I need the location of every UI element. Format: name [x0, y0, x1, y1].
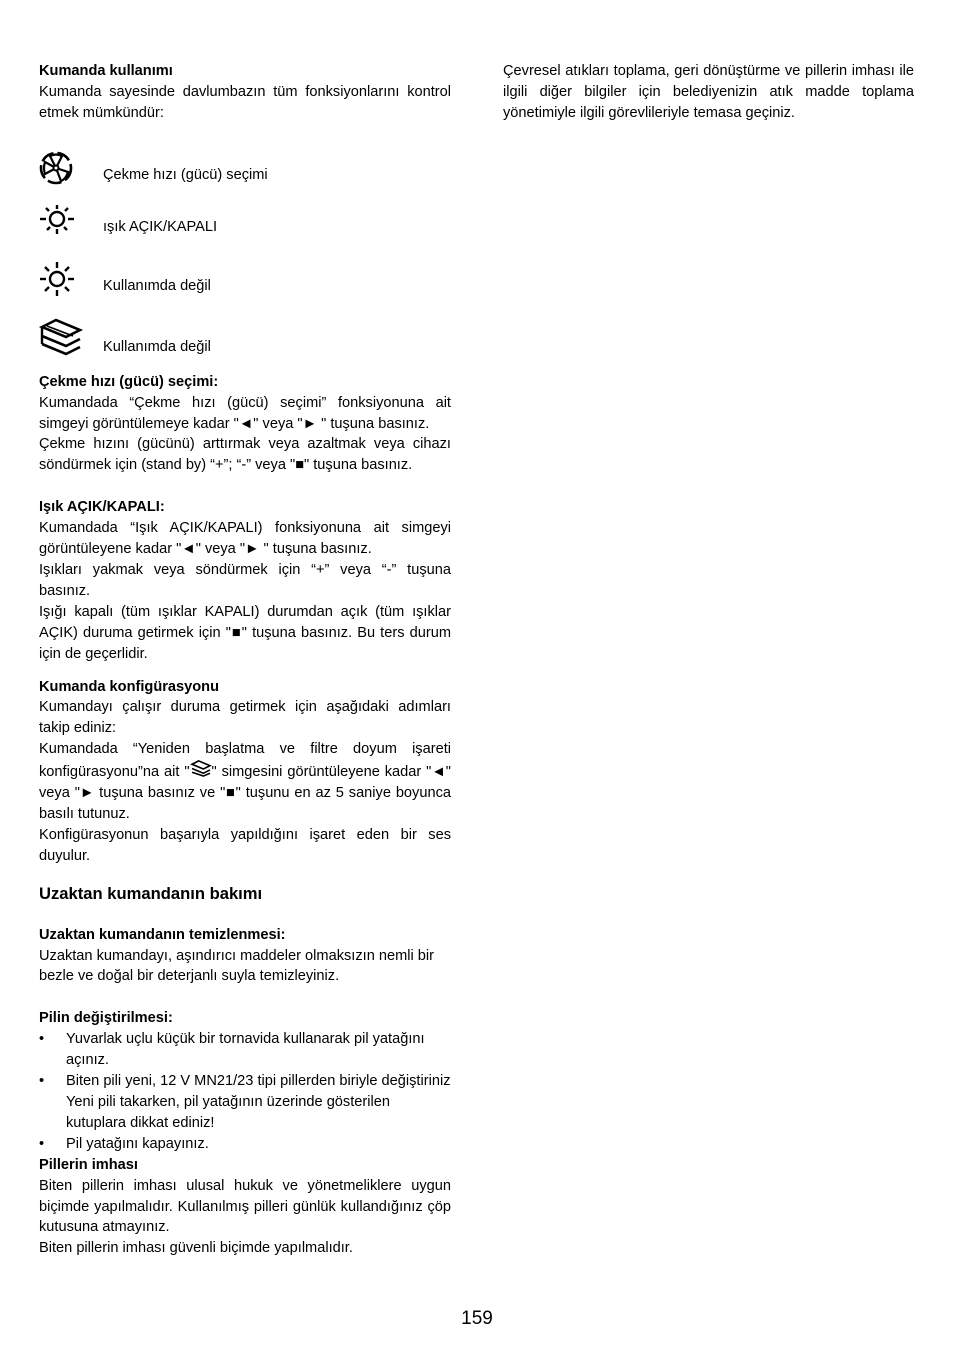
right-column — [503, 61, 914, 124]
config-paragraph-3: Konfigürasyonun başarıyla yapıldığını işaret eden bir ses duyulur. — [39, 826, 451, 864]
list-item: • Pil yatağını kapayınız. — [39, 1134, 451, 1155]
speed-paragraph-1: Kumandada “Çekme hızı (gücü) seçimi” fonksiyonuna ait simgeyi görüntülemeye kadar "◄" veya "► " tuşuna basınız. — [39, 394, 451, 432]
config-paragraph-1: Kumandayı çalışır duruma getirmek için aşağıdaki adımları takip ediniz: — [39, 699, 451, 737]
config-paragraph-2: Kumandada “Yeniden başlatma ve filtre doyum işareti konfigürasyonu”na ait " " simgesini görüntüleyene kadar "◄" veya "► tuşuna basınız ve "■" tuşunu en az 5 saniye boyunca basılı tutunuz. — [39, 741, 451, 822]
list-item: • Biten pili yeni, 12 V MN21/23 tipi pillerden biriyle değiştiriniz Yeni pili takarken, pil yatağının üzerinde gösterilen kutuplara dikkat ediniz! — [39, 1071, 451, 1134]
page-number: 159 — [461, 1308, 493, 1329]
light-paragraph-2: Işıkları yakmak veya söndürmek için “+” veya “-” tuşuna basınız. — [39, 561, 451, 599]
disposal-title: Pillerin imhası — [39, 1156, 138, 1173]
speed-title: Çekme hızı (gücü) seçimi: — [39, 373, 219, 390]
icon-label-light: ışık AÇIK/KAPALI — [103, 218, 218, 235]
icon-label-not-used-1: Kullanımda değil — [103, 277, 211, 294]
cleaning-text: Uzaktan kumandayı, aşındırıcı maddeler olmaksızın nemli bir bezle ve doğal bir deterjanlı suyla temizleyiniz. — [39, 947, 435, 985]
filter-icon — [39, 318, 103, 358]
battery-note: Yeni pili takarken, pil yatağının üzerinde gösterilen kutuplara dikkat ediniz! — [66, 1094, 390, 1131]
speed-paragraph-2: Çekme hızını (gücünü) arttırmak veya azaltmak veya cihazı söndürmek için (stand by) “+”; “-” veya "■" tuşuna basınız. — [39, 436, 451, 474]
battery-title: Pilin değiştirilmesi: — [39, 1010, 173, 1027]
remote-use-text: Kumanda sayesinde davlumbazın tüm fonksiyonlarını kontrol etmek mümkündür: — [39, 83, 451, 121]
light-paragraph-1: Kumandada “Işık AÇIK/KAPALI) fonksiyonuna ait simgeyi görüntüleyene kadar "◄" veya "► " tuşuna basınız. — [39, 520, 451, 558]
environment-text: Çevresel atıkları toplama, geri dönüştürme ve pillerin imhası ile ilgili diğer bilgiler için belediyenizin atık madde toplama yönetimiyle ilgili görevlileriyle temasa geçiniz. — [503, 63, 914, 121]
icon-label-fan: Çekme hızı (gücü) seçimi — [103, 166, 268, 183]
icon-row-light-2 — [39, 258, 451, 297]
config-title: Kumanda konfigürasyonu — [39, 678, 220, 695]
disposal-paragraph-2: Biten pillerin imhası güvenli biçimde yapılmalıdır. — [39, 1240, 353, 1257]
light-icon — [39, 261, 103, 297]
icon-row-light-1 — [39, 199, 451, 238]
list-item: • Yuvarlak uçlu küçük bir tornavida kullanarak pil yatağını açınız. — [39, 1029, 451, 1071]
disposal-paragraph-1: Biten pillerin imhası ulusal hukuk ve yönetmeliklere uygun biçimde yapılmalıdır. Kullanılmış pilleri günlük kullandığınız çöp kutusuna atmayınız. — [39, 1177, 451, 1236]
battery-list — [39, 1029, 451, 1154]
left-column — [39, 61, 451, 1259]
icon-row-fan — [39, 146, 451, 186]
fan-icon — [39, 150, 103, 186]
cleaning-title: Uzaktan kumandanın temizlenmesi: — [39, 926, 286, 943]
light-icon — [39, 204, 103, 238]
icon-label-not-used-2: Kullanımda değil — [103, 338, 211, 355]
filter-icon — [190, 760, 212, 777]
icon-row-filter — [39, 319, 451, 358]
light-paragraph-3: Işığı kapalı (tüm ışıklar KAPALI) durumdan açık (tüm ışıklar AÇIK) duruma getirmek için "■" tuşuna basınız. Bu ters durum için de geçerlidir. — [39, 603, 451, 662]
light-title: Işık AÇIK/KAPALI: — [39, 499, 165, 516]
remote-use-title: Kumanda kullanımı — [39, 63, 173, 79]
maintenance-heading: Uzaktan kumandanın bakımı — [39, 883, 263, 903]
